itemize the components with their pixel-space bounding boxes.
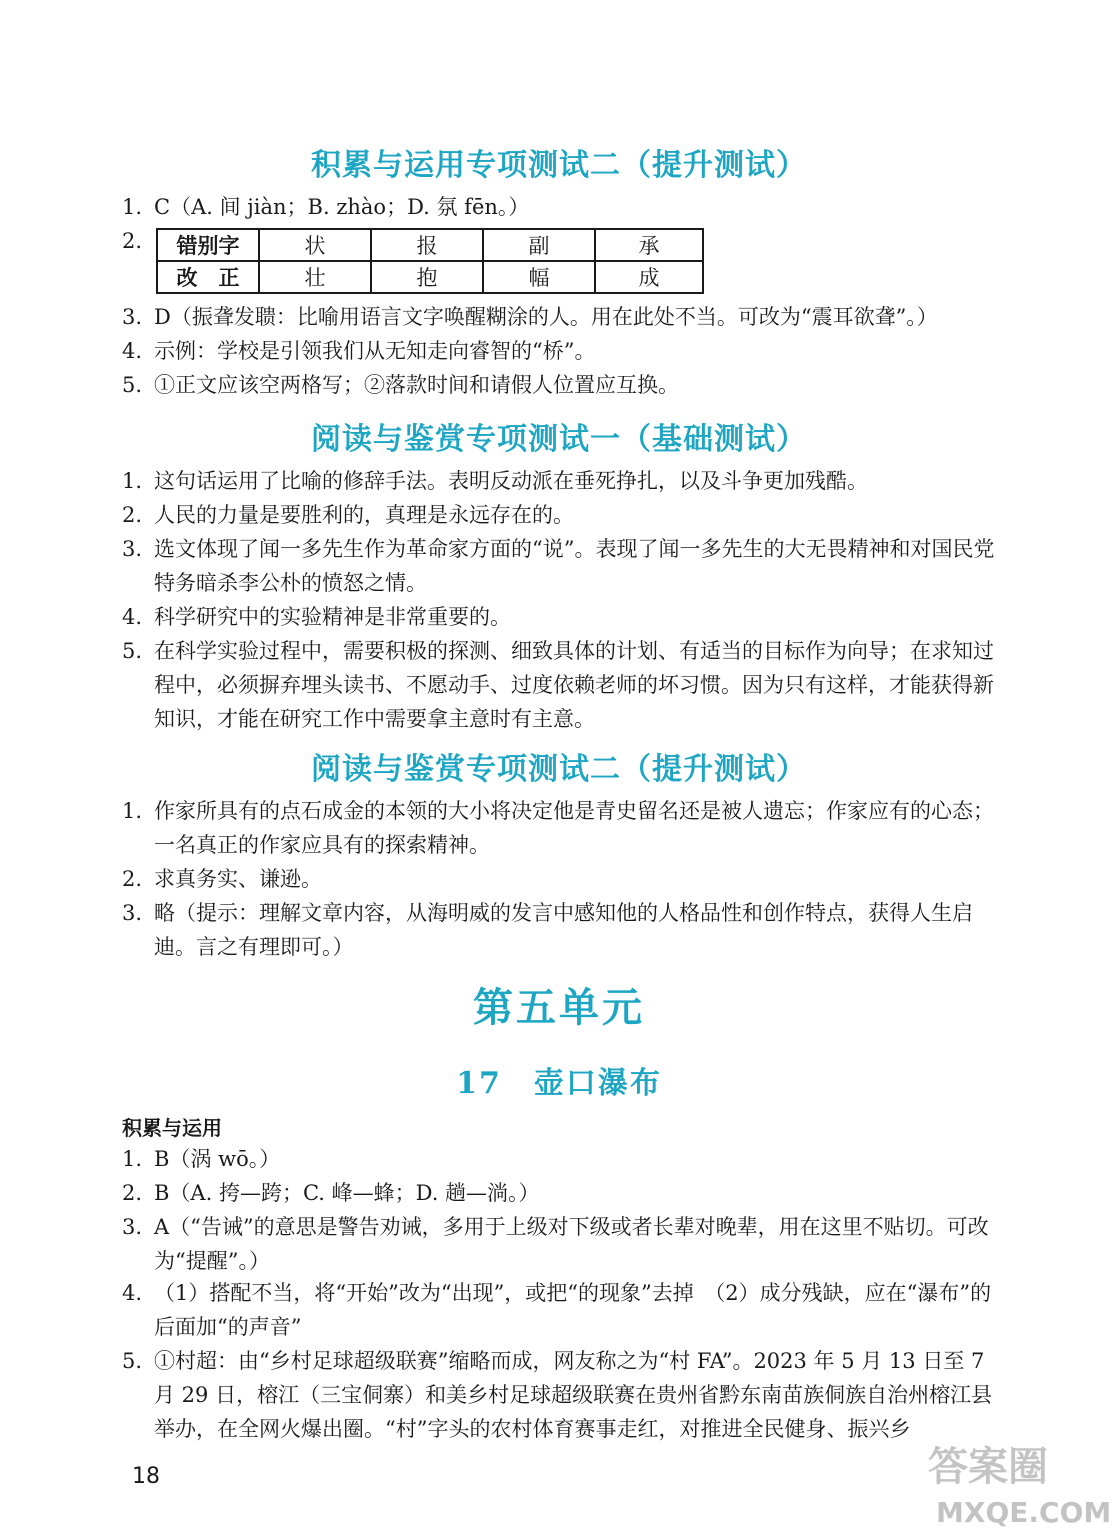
item-text: ①正文应该空两格写；②落款时间和请假人位置应互换。 (154, 373, 679, 397)
answer-item (122, 1142, 1002, 1176)
answer-item (122, 794, 1002, 862)
table-cell: 成 (595, 261, 703, 293)
watermark-line1: 答案圈 (928, 1444, 1048, 1490)
answer-item (122, 1176, 1002, 1210)
item-number: 4. (122, 605, 143, 629)
section-title-1: 积累与运用专项测试二（提升测试） (311, 148, 807, 183)
answer-item (122, 334, 1002, 368)
item-number: 3. (122, 305, 143, 329)
item-number: 5. (122, 639, 143, 663)
item-number: 1. (122, 195, 143, 219)
correction-table (156, 228, 704, 294)
answer-item (122, 1210, 1002, 1278)
item-number: 1. (122, 469, 143, 493)
item-number: 3. (122, 901, 143, 925)
item-number: 2. (122, 1181, 143, 1205)
item-number: 2. (122, 503, 143, 527)
item-number: 4. (122, 1281, 143, 1305)
item-number: 5. (122, 1349, 143, 1373)
item-text: D（振聋发聩：比喻用语言文字唤醒糊涂的人。用在此处不当。可改为“震耳欲聋”。） (154, 305, 938, 329)
answer-item (122, 862, 1002, 896)
item-text: B（涡 wō。） (154, 1147, 281, 1171)
item-text: A（“告诫”的意思是警告劝诫，多用于上级对下级或者长辈对晚辈，用在这里不贴切。可改为“提醒”。） (154, 1215, 989, 1273)
table-cell: 壮 (259, 261, 371, 293)
answer-item (122, 1344, 1002, 1446)
table-cell: 报 (371, 229, 483, 261)
table-cell: 副 (483, 229, 595, 261)
table-header-correct: 改 正 (157, 261, 259, 293)
table-cell: 承 (595, 229, 703, 261)
table-cell: 状 (259, 229, 371, 261)
item-text: 人民的力量是要胜利的，真理是永远存在的。 (154, 503, 574, 527)
answer-item (122, 600, 1002, 634)
item-text: ①村超：由“乡村足球超级联赛”缩略而成，网友称之为“村 FA”。2023 年 5 月 13 日至 7 月 29 日，榕江（三宝侗寨）和美乡村足球超级联赛在贵州省黔东南苗族侗族自治州榕江县举办，在全网火爆出圈。“村”字头的农村体育赛事走红，对推进全民健身、振兴乡 (154, 1349, 993, 1441)
table-cell: 抱 (371, 261, 483, 293)
item-number: 5. (122, 373, 143, 397)
item-text: 略（提示：理解文章内容，从海明威的发言中感知他的人格品性和创作特点，获得人生启迪。言之有理即可。） (154, 901, 973, 959)
answer-item (122, 896, 1002, 964)
answer-item (122, 368, 1002, 402)
item-number: 1. (122, 799, 143, 823)
table-row (157, 229, 703, 261)
item-number: 3. (122, 537, 143, 561)
item-text: 求真务实、谦逊。 (154, 867, 322, 891)
item-text: B（A. 挎—跨；C. 峰—蜂；D. 趟—淌。） (154, 1181, 540, 1205)
answer-item (122, 190, 1002, 224)
item-text: 这句话运用了比喻的修辞手法。表明反动派在垂死挣扎，以及斗争更加残酷。 (154, 469, 868, 493)
answer-item (122, 464, 1002, 498)
watermark-line2: MXQE.COM (936, 1496, 1112, 1529)
item-number: 3. (122, 1215, 143, 1239)
table-header-wrong: 错别字 (157, 229, 259, 261)
section-title-2: 阅读与鉴赏专项测试一（基础测试） (311, 422, 807, 457)
item-text: 作家所具有的点石成金的本领的大小将决定他是青史留名还是被人遗忘；作家应有的心态；一名真正的作家应具有的探索精神。 (154, 799, 994, 857)
item-text: 在科学实验过程中，需要积极的探测、细致具体的计划、有适当的目标作为向导；在求知过程中，必须摒弃埋头读书、不愿动手、过度依赖老师的坏习惯。因为只有这样，才能获得新知识，才能在研究工作中需要拿主意时有主意。 (154, 639, 994, 731)
page-number: 18 (132, 1464, 160, 1489)
subsection-heading: 积累与运用 (122, 1116, 222, 1140)
table-cell: 幅 (483, 261, 595, 293)
section-title-3: 阅读与鉴赏专项测试二（提升测试） (311, 752, 807, 787)
item-text: C（A. 间 jiàn；B. zhào；D. 氛 fēn。） (154, 195, 530, 219)
answer-item (122, 300, 1002, 334)
item-text: 示例：学校是引领我们从无知走向睿智的“桥”。 (154, 339, 596, 363)
table-row (157, 261, 703, 293)
item-number: 2. (122, 229, 143, 253)
item-number: 2. (122, 867, 143, 891)
answer-item (122, 634, 1002, 736)
item-text: （1）搭配不当，将“开始”改为“出现”，或把“的现象”去掉 （2）成分残缺，应在“瀑布”的后面加“的声音” (154, 1281, 992, 1339)
item-number: 4. (122, 339, 143, 363)
watermark-logo (922, 1432, 1112, 1532)
item-text: 科学研究中的实验精神是非常重要的。 (154, 605, 511, 629)
answer-item (122, 532, 1002, 600)
unit-title: 第五单元 (473, 984, 645, 1031)
lesson-title: 17 壶口瀑布 (456, 1066, 662, 1101)
item-number: 1. (122, 1147, 143, 1171)
answer-item (122, 1276, 1002, 1344)
item-text: 选文体现了闻一多先生作为革命家方面的“说”。表现了闻一多先生的大无畏精神和对国民党特务暗杀李公朴的愤怒之情。 (154, 537, 995, 595)
answer-item (122, 498, 1002, 532)
